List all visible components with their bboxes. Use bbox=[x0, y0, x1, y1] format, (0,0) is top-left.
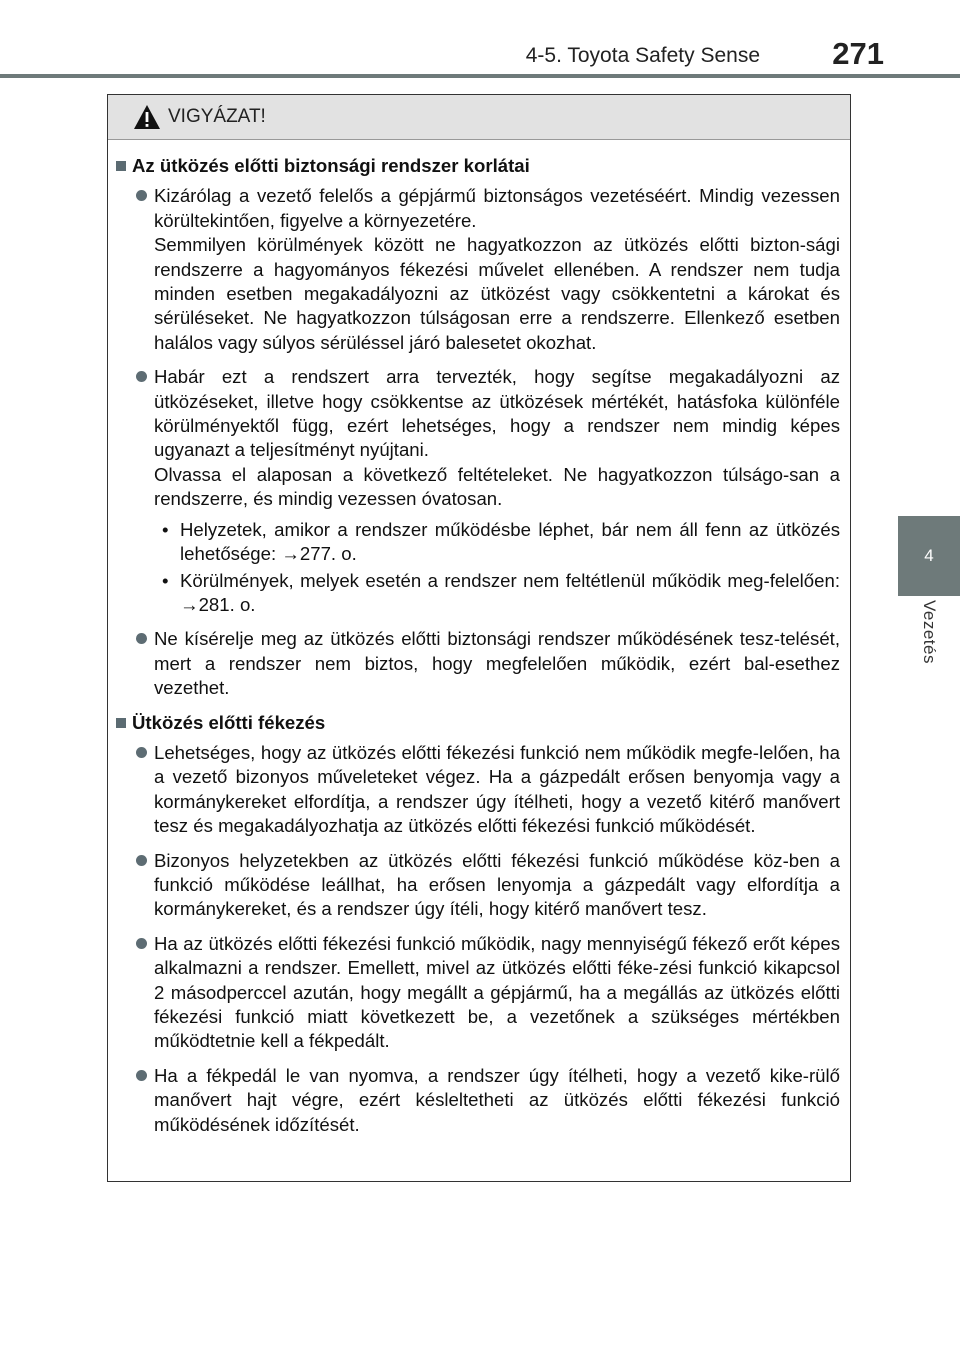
paragraph: Lehetséges, hogy az ütközés előtti fékezési funkció nem működik megfe-lelően, ha a vezető bizonyos műveleteket végez. Ha a gázpedált erősen benyomja vagy a kormánykereket elfordítja, a rendszer úgy ítélheti, hogy a vezető kitérő manővert tesz és megakadályozhatja az ütközés előtti fékezési funkció működését. bbox=[154, 741, 840, 837]
chapter-tab bbox=[898, 516, 960, 596]
header-rule bbox=[0, 74, 960, 78]
warning-content bbox=[108, 140, 850, 1137]
paragraph: Bizonyos helyzetekben az ütközés előtti fékezési funkció működése köz-ben a funkció működése leállhat, ha erősen lenyomja a gázpedált vagy elfordítja a kormánykereket, és a rendszer úgy ítéli, hogy kitérő manővert tesz. bbox=[154, 849, 840, 920]
square-bullet-icon bbox=[116, 161, 126, 171]
page-number: 271 bbox=[832, 36, 884, 71]
chapter-label-text: Vezetés bbox=[920, 600, 939, 664]
warning-header bbox=[108, 95, 850, 140]
warning-title: VIGYÁZAT! bbox=[168, 106, 266, 127]
paragraph: Semmilyen körülmények között ne hagyatkozzon az ütközés előtti bizton-sági rendszerre a hagyományos fékezési művelet ellenében. A rendszer nem tudja minden esetben megakadályozni az ütközést vagy csökkentetni a károkat és sérüléseket. Ne hagyatkozzon túlságosan erre a rendszerre. Ellenkező esetben halálos vagy súlyos sérüléssel járó balesetet okozhat. bbox=[154, 234, 840, 353]
circle-bullet-icon bbox=[136, 190, 147, 201]
list-item bbox=[116, 184, 840, 355]
paragraph: Ha az ütközés előtti fékezési funkció működik, nagy mennyiségű fékező erőt képes alkalmazni a rendszer. Emellett, mivel az ütközés előtti féke-zési funkció kikapcsol 2 másodperccel azután, hogy megállt a gépjármű, ha a megállás az ütközés előtti fékezési funkció miatt következett be, a vezetőnek a szükséges mértékben működtetnie kell a fékpedált. bbox=[154, 932, 840, 1052]
circle-bullet-icon bbox=[136, 1070, 147, 1081]
header-section-title: 4-5. Toyota Safety Sense bbox=[525, 44, 760, 67]
section-heading bbox=[116, 154, 840, 178]
circle-bullet-icon bbox=[136, 855, 147, 866]
paragraph: Kizárólag a vezető felelős a gépjármű biztonságos vezetéséért. Mindig vezessen körültekintően, figyelve a környezetére. bbox=[154, 185, 840, 231]
list-item bbox=[116, 627, 840, 700]
paragraph: Habár ezt a rendszert arra tervezték, hogy segítse megakadályozni az ütközéseket, illetve hogy csökkentse az ütközések mértékét, hatásfoka különféle körülményektől függ, ezért lehetséges, hogy a rendszer nem mindig képes ugyanazt a teljesítményt nyújtani. bbox=[154, 366, 840, 461]
warning-triangle-icon bbox=[132, 103, 162, 131]
paragraph: Olvassa el alaposan a következő feltételeket. Ne hagyatkozzon túlságo-san a rendszerre, és mindig vezessen óvatosan. bbox=[154, 463, 840, 510]
circle-bullet-icon bbox=[136, 371, 147, 382]
section-heading-text: Ütközés előtti fékezés bbox=[132, 711, 326, 733]
sub-list bbox=[154, 518, 840, 618]
list-item bbox=[116, 365, 840, 617]
list-item bbox=[116, 849, 840, 922]
square-bullet-icon bbox=[116, 718, 126, 728]
list-item bbox=[116, 1064, 840, 1137]
circle-bullet-icon bbox=[136, 747, 147, 758]
warning-box bbox=[107, 94, 851, 1182]
list-item bbox=[116, 741, 840, 839]
sub-list-item: • Helyzetek, amikor a rendszer működésbe léphet, bár nem áll fenn az ütközés lehetősége: →277. o. bbox=[162, 518, 840, 567]
section-heading bbox=[116, 711, 840, 735]
chapter-label bbox=[898, 600, 960, 720]
paragraph: Ha a fékpedál le van nyomva, a rendszer úgy ítélheti, hogy a vezető kike-rülő manővert hajt végre, ezért késleltetheti az ütközés előtti fékezési funkció működésének időzítését. bbox=[154, 1064, 840, 1135]
section-heading-text: Az ütközés előtti biztonsági rendszer korlátai bbox=[132, 155, 530, 176]
circle-bullet-icon bbox=[136, 938, 147, 949]
list-item bbox=[116, 932, 840, 1054]
chapter-number: 4 bbox=[924, 546, 934, 565]
circle-bullet-icon bbox=[136, 633, 147, 644]
paragraph: Ne kísérelje meg az ütközés előtti biztonsági rendszer működésének tesz-telését, mert a rendszer nem biztos, hogy megfelelően működik, ezért bal-esethez vezethet. bbox=[154, 628, 840, 699]
sub-list-item: • Körülmények, melyek esetén a rendszer nem feltétlenül működik meg-felelően: →281. o. bbox=[162, 569, 840, 618]
